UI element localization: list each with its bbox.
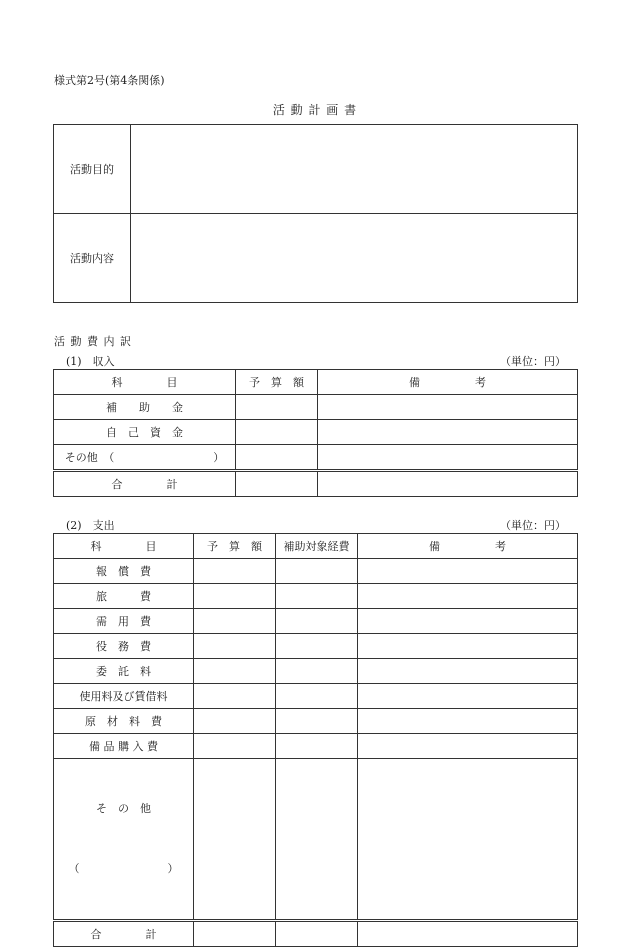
remarks-cell[interactable] (358, 609, 578, 634)
budget-cell[interactable] (194, 684, 276, 709)
expense-header-remarks: 備 考 (358, 534, 578, 559)
income-unit: （単位：円） (500, 355, 566, 368)
eligible-cell[interactable] (276, 584, 358, 609)
remarks-cell[interactable] (318, 420, 578, 445)
expense-header-budget: 予 算 額 (194, 534, 276, 559)
expense-total-row (54, 921, 578, 947)
income-header-row (54, 370, 578, 395)
form-number: 様式第2号(第4条関係) (54, 74, 165, 87)
expense-heading: (2) 支出 (66, 519, 115, 532)
expense-row-label: 使用料及び賃借料 (54, 684, 194, 709)
budget-cell[interactable] (194, 609, 276, 634)
budget-cell[interactable] (194, 634, 276, 659)
eligible-cell[interactable] (276, 759, 358, 921)
breakdown-title: 活 動 費 内 訳 (54, 335, 132, 348)
eligible-cell[interactable] (276, 559, 358, 584)
eligible-cell[interactable] (276, 684, 358, 709)
expense-other-line1: そ の 他 (96, 802, 151, 815)
table-row (54, 634, 578, 659)
budget-cell[interactable] (194, 734, 276, 759)
remarks-cell[interactable] (358, 921, 578, 947)
budget-cell[interactable] (194, 921, 276, 947)
income-total-row (54, 471, 578, 497)
content-field[interactable] (131, 214, 578, 303)
expense-row-label: 委 託 料 (54, 659, 194, 684)
eligible-cell[interactable] (276, 734, 358, 759)
table-row (54, 584, 578, 609)
income-total-label: 合 計 (54, 471, 236, 497)
remarks-cell[interactable] (358, 734, 578, 759)
income-header-remarks: 備 考 (318, 370, 578, 395)
remarks-cell[interactable] (318, 471, 578, 497)
remarks-cell[interactable] (358, 559, 578, 584)
eligible-cell[interactable] (276, 634, 358, 659)
income-heading: (1) 収入 (66, 355, 115, 368)
table-row (54, 445, 578, 471)
remarks-cell[interactable] (358, 709, 578, 734)
purpose-label: 活動目的 (54, 125, 131, 214)
expense-other-row (54, 759, 578, 921)
remarks-cell[interactable] (358, 684, 578, 709)
remarks-cell[interactable] (358, 659, 578, 684)
content-label: 活動内容 (54, 214, 131, 303)
budget-cell[interactable] (194, 559, 276, 584)
remarks-cell[interactable] (358, 584, 578, 609)
remarks-cell[interactable] (318, 395, 578, 420)
table-row (54, 559, 578, 584)
expense-total-label: 合 計 (54, 921, 194, 947)
expense-other-line2: （ ） (68, 862, 179, 875)
income-header-budget: 予 算 額 (236, 370, 318, 395)
income-row-label: 補 助 金 (54, 395, 236, 420)
expense-unit: （単位：円） (500, 519, 566, 532)
expense-row-label: 備 品 購 入 費 (54, 734, 194, 759)
expense-row-label: 役 務 費 (54, 634, 194, 659)
table-row (54, 420, 578, 445)
remarks-cell[interactable] (318, 445, 578, 471)
income-table (53, 369, 578, 497)
budget-cell[interactable] (236, 445, 318, 471)
budget-cell[interactable] (194, 584, 276, 609)
table-row (54, 734, 578, 759)
income-row-label: 自 己 資 金 (54, 420, 236, 445)
expense-row-label: 需 用 費 (54, 609, 194, 634)
expense-table (53, 533, 578, 947)
expense-row-label: 原 材 料 費 (54, 709, 194, 734)
income-row-label: その他 （ ） (54, 445, 236, 471)
table-row (54, 709, 578, 734)
expense-other-label (54, 759, 194, 921)
eligible-cell[interactable] (276, 609, 358, 634)
expense-header-row (54, 534, 578, 559)
remarks-cell[interactable] (358, 634, 578, 659)
budget-cell[interactable] (236, 471, 318, 497)
table-row (54, 684, 578, 709)
budget-cell[interactable] (194, 659, 276, 684)
income-header-item: 科 目 (54, 370, 236, 395)
expense-row-label: 旅 費 (54, 584, 194, 609)
table-row (54, 659, 578, 684)
expense-header-eligible: 補助対象経費 (276, 534, 358, 559)
purpose-table (53, 124, 578, 303)
remarks-cell[interactable] (358, 759, 578, 921)
budget-cell[interactable] (236, 420, 318, 445)
table-row (54, 395, 578, 420)
eligible-cell[interactable] (276, 709, 358, 734)
expense-header-item: 科 目 (54, 534, 194, 559)
table-row (54, 609, 578, 634)
budget-cell[interactable] (194, 759, 276, 921)
purpose-field[interactable] (131, 125, 578, 214)
eligible-cell[interactable] (276, 921, 358, 947)
budget-cell[interactable] (194, 709, 276, 734)
document-title: 活 動 計 画 書 (272, 103, 358, 117)
expense-row-label: 報 償 費 (54, 559, 194, 584)
eligible-cell[interactable] (276, 659, 358, 684)
budget-cell[interactable] (236, 395, 318, 420)
